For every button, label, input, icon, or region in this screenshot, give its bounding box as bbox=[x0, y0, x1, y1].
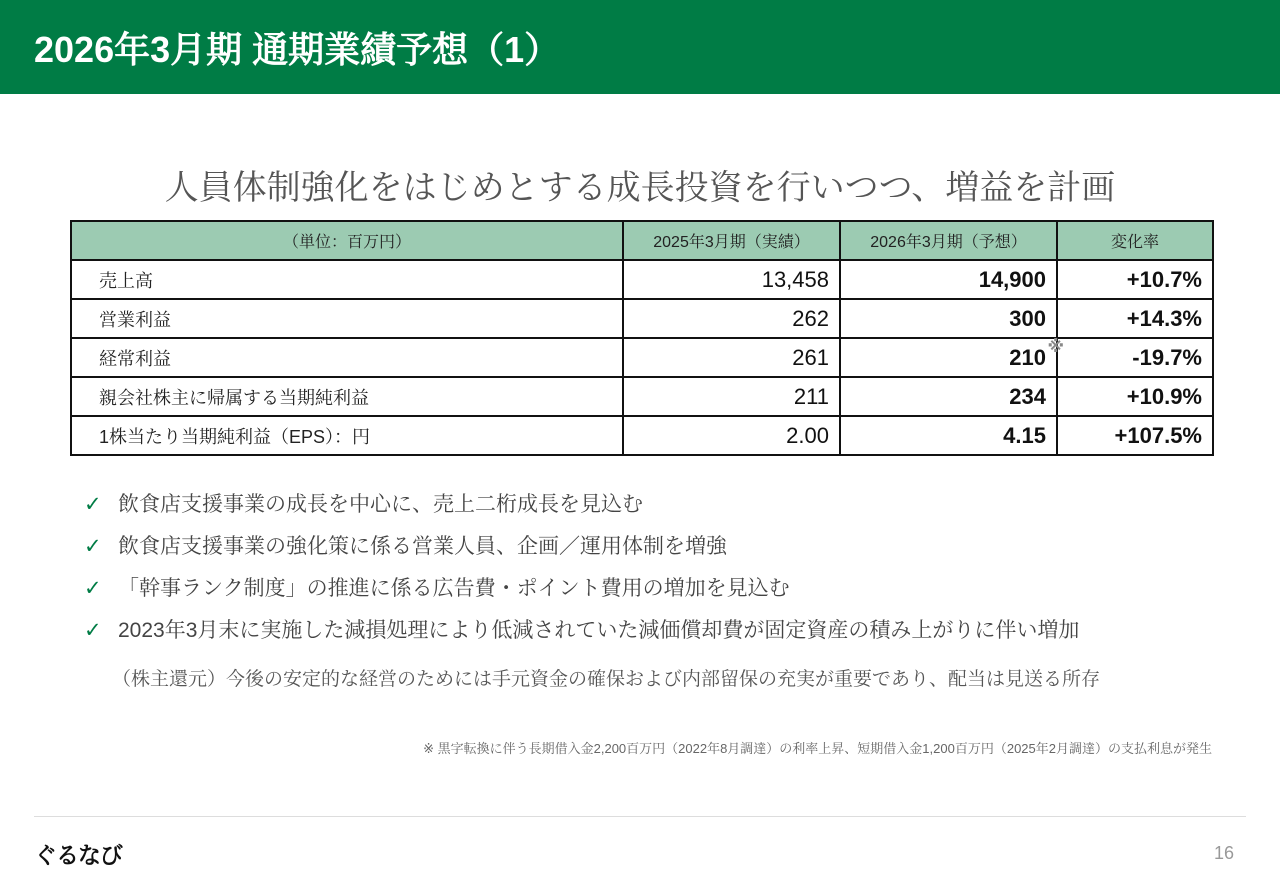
checkmark-icon: ✓ bbox=[84, 535, 102, 558]
bullet-text: 「幹事ランク制度」の推進に係る広告費・ポイント費用の増加を見込む bbox=[118, 577, 790, 600]
actual-value: 2.00 bbox=[623, 416, 840, 455]
table-row bbox=[71, 377, 1213, 416]
checkmark-icon: ✓ bbox=[84, 493, 102, 516]
actual-value: 211 bbox=[623, 377, 840, 416]
row-label: 営業利益 bbox=[71, 299, 623, 338]
forecast-table bbox=[70, 220, 1214, 456]
forecast-value: 4.15 bbox=[840, 416, 1057, 455]
table-row bbox=[71, 338, 1213, 377]
actual-value: 262 bbox=[623, 299, 840, 338]
forecast-value: 300 bbox=[840, 299, 1057, 338]
column-header-change: 変化率 bbox=[1057, 221, 1213, 260]
table-row bbox=[71, 260, 1213, 299]
list-item bbox=[84, 575, 1079, 617]
shareholder-return-note: （株主還元）今後の安定的な経営のためには手元資金の確保および内部留保の充実が重要であり、配当は見送る所存 bbox=[112, 669, 1101, 690]
forecast-value: 234 bbox=[840, 377, 1057, 416]
table-header-row bbox=[71, 221, 1213, 260]
forecast-value: 210 bbox=[1009, 344, 1046, 370]
table-row bbox=[71, 416, 1213, 455]
list-item bbox=[84, 491, 1079, 533]
forecast-value-cell bbox=[840, 337, 1064, 377]
change-rate: +14.3% bbox=[1057, 299, 1213, 338]
actual-value: 261 bbox=[623, 338, 840, 377]
bullet-text: 2023年3月末に実施した減損処理により低減されていた減価償却費が固定資産の積み上がりに伴い増加 bbox=[118, 619, 1080, 642]
column-header-actual: 2025年3月期（実績） bbox=[623, 221, 840, 260]
change-rate: +10.9% bbox=[1057, 377, 1213, 416]
column-header-forecast: 2026年3月期（予想） bbox=[840, 221, 1057, 260]
footer-divider bbox=[34, 816, 1246, 817]
row-label: 経常利益 bbox=[71, 338, 623, 377]
change-rate: +10.7% bbox=[1057, 260, 1213, 299]
slide-subtitle: 人員体制強化をはじめとする成長投資を行いつつ、増益を計画 bbox=[164, 168, 1116, 208]
footnote-mark: ※ bbox=[1047, 337, 1064, 356]
column-header-unit: （単位：百万円） bbox=[71, 221, 623, 260]
row-label: 親会社株主に帰属する当期純利益 bbox=[71, 377, 623, 416]
actual-value: 13,458 bbox=[623, 260, 840, 299]
list-item bbox=[84, 533, 1079, 575]
list-item bbox=[84, 617, 1079, 659]
checkmark-icon: ✓ bbox=[84, 577, 102, 600]
bullet-text: 飲食店支援事業の成長を中心に、売上二桁成長を見込む bbox=[118, 493, 643, 516]
forecast-value: 14,900 bbox=[840, 260, 1057, 299]
table-row bbox=[71, 299, 1213, 338]
page-title: 2026年3月期 通期業績予想（1） bbox=[34, 29, 561, 70]
bullet-list bbox=[84, 491, 1079, 659]
change-rate: -19.7% bbox=[1057, 338, 1213, 377]
title-bar bbox=[0, 0, 1280, 94]
company-logo: ぐるなび bbox=[34, 842, 122, 868]
row-label: 1株当たり当期純利益（EPS）：円 bbox=[71, 416, 623, 455]
change-rate: +107.5% bbox=[1057, 416, 1213, 455]
bullet-text: 飲食店支援事業の強化策に係る営業人員、企画／運用体制を増強 bbox=[118, 535, 727, 558]
checkmark-icon: ✓ bbox=[84, 619, 102, 642]
page-number: 16 bbox=[1213, 843, 1234, 863]
footnote: ※ 黒字転換に伴う長期借入金2,200百万円（2022年8月調達）の利率上昇、短期借入金1,200百万円（2025年2月調達）の支払利息が発生 bbox=[423, 741, 1212, 756]
row-label: 売上高 bbox=[71, 260, 623, 299]
